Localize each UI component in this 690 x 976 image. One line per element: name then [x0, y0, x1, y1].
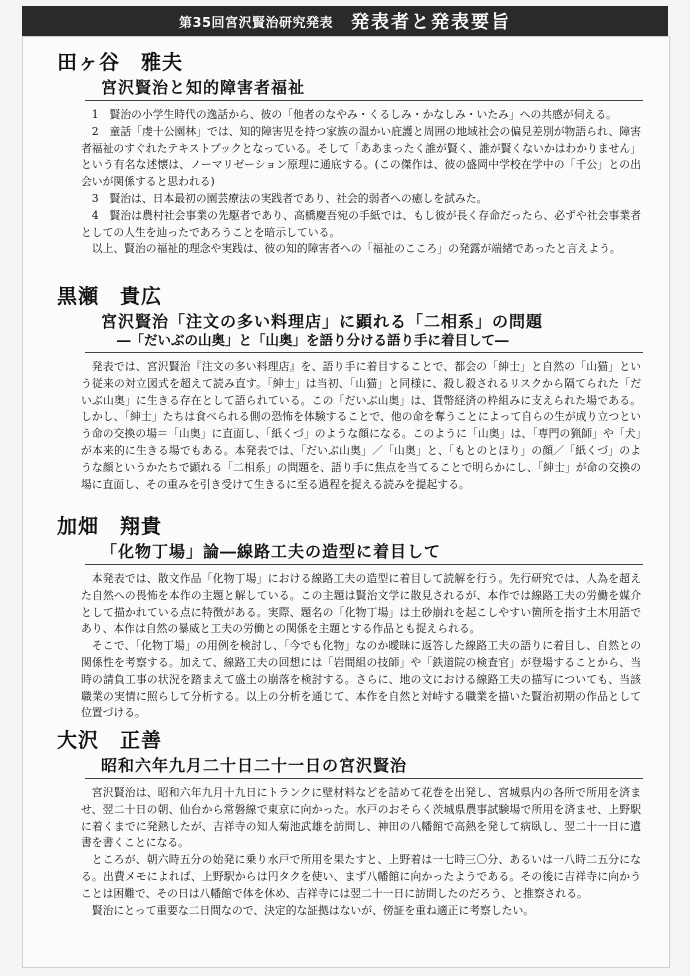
abstract-paragraph: ところが、朝六時五分の始発に乗り水戸で所用を果たすと、上野着は一七時三〇分、あるいは一八時二五分になる。出費メモによれば、上野駅からは円タクを使い、まず八幡館に向かったようである。その後に吉祥寺に向かうことは困難で、その日は八幡館で体を休め、吉祥寺には翌二十一日に訪問したのだろう、と推察される。 — [81, 853, 641, 900]
abstract-sheet — [22, 36, 670, 968]
abstract-body — [81, 785, 641, 919]
abstract-paragraph: 宮沢賢治は、昭和六年九月十九日にトランクに壁材料などを詰めて花巻を出発し、宮城県内の各所で所用を済ませ、翌二十日の朝、仙台から常磐線で東京に向かった。水戸のおそらく茨城県農事試験場で所用を済ませ、上野駅に着くまでに発熱したが、吉祥寺の知人菊池武雄を訪問し、神田の八幡館で高熱を発して病臥し、翌二十一日に遺書を書くことになる。 — [81, 786, 641, 850]
presenter-name: 黒瀬 貴広 — [57, 284, 162, 308]
abstract-paragraph: 本発表では、散文作品「化物丁場」における線路工夫の造型に着目して読解を行う。先行研究では、人為を超えた自然への畏怖を本作の主題と解している。この主題は賢治文学に散見されるが、本作では線路工夫の労働を媒介として描かれている点に特徴がある。実際、題名の「化物丁場」は土砂崩れを起こしやすい箇所を指す土木用語であり、本作は自然の暴威と工夫の労働との関係を主題とする作品とも捉えられる。 — [81, 572, 641, 636]
abstract-paragraph: 発表では、宮沢賢治『注文の多い料理店』を、語り手に着目することで、都会の「紳士」と自然の「山猫」という従来の対立図式を超えて読み直す。「紳士」は当初、「山猫」と同様に、殺し殺されるリスクから隔てられた「だいぶ山奥」に生きる存在として語られている。この「だいぶ山奥」は、貨幣経済の枠組みに支えられた場である。しかし、「紳士」たちは食べられる側の恐怖を体験することで、他の命を奪うことによって自らの生が成り立つという命の交換の場＝「山奥」に直面し、「紙くづ」のような顔になる。このように「山奥」は、「専門の猟師」や「犬」が本来的に生きる場でもある。本発表では、「だいぶ山奥」／「山奥」と、「もとのとほり」の顔／「紙くづ」のような顔というかたちで顕れる「二相系」の問題を、語り手に焦点を当てることで明らかにし、「紳士」が命の交換の場に直面し、その重みを引き受けて生きるに至る過程を捉える読みを提起する。 — [81, 360, 641, 491]
abstract-section — [23, 49, 669, 258]
page-title: 発表者と発表要旨 — [351, 12, 512, 33]
abstract-body — [81, 107, 641, 258]
abstract-section — [23, 513, 669, 722]
abstract-paragraph: 3 賢治は、日本最初の園芸療法の実践者であり、社会的弱者への癒しを試みた。 — [91, 191, 488, 205]
series-label: 第35回宮沢賢治研究発表 — [178, 15, 334, 31]
presentation-title-box — [85, 539, 643, 565]
presenter-name: 加畑 翔貴 — [57, 514, 162, 538]
abstract-body — [81, 359, 641, 493]
presentation-title-box — [85, 309, 643, 353]
header-bar — [22, 6, 668, 36]
presentation-title: 「化物丁場」論―線路工夫の造型に着目して — [101, 542, 442, 561]
presenter-name: 田ヶ谷 雅夫 — [57, 50, 183, 74]
abstract-paragraph: 以上、賢治の福祉的理念や実践は、彼の知的障害者への「福祉のこころ」の発露が端緒であったと言えよう。 — [91, 242, 621, 256]
presentation-title: 宮沢賢治「注文の多い料理店」に顕れる「二相系」の問題 — [101, 312, 544, 331]
abstract-body — [81, 571, 641, 722]
presentation-title-box — [85, 75, 643, 101]
presentation-subtitle: ―「だいぶの山奥」と「山奥」を語り分ける語り手に着目して― — [117, 333, 509, 349]
abstract-paragraph: 1 賢治の小学生時代の逸話から、彼の「他者のなやみ・くるしみ・かなしみ・いたみ」への共感が伺える。 — [91, 108, 617, 121]
abstract-paragraph: 2 童話「虔十公園林」では、知的障害児を持つ家族の温かい庇護と周囲の地域社会の偏見差別が物語られ、障害者福祉のすぐれたテキストブックとなっている。そして「ああまったく誰が賢く、誰が賢くないかはわかりません」という有名な述懐は、ノーマリゼーション原理に通底する。(この傑作は、彼の盛岡中学校在学中の「千公」との出会いが関係すると思われる) — [81, 124, 641, 189]
abstract-section — [23, 727, 669, 919]
presentation-title: 昭和六年九月二十日二十一日の宮沢賢治 — [101, 756, 408, 775]
presenter-name: 大沢 正善 — [57, 728, 162, 752]
abstract-paragraph: そこで、「化物丁場」の用例を検討し、「今でも化物」なのか曖昧に返答した線路工夫の語りに着目し、自然との関係性を考察する。加えて、線路工夫の回想には「岩間組の技師」や「鉄道院の検査官」が登場することから、当時の請負工事の状況を踏まえて盛土の崩落を検討する。さらに、地の文における線路工夫の描写についても、当該職業の実情に照らして分析する。以上の分析を通じて、本作を自然と対峙する職業を描いた賢治初期の作品として位置づける。 — [81, 639, 641, 720]
abstract-paragraph: 賢治にとって重要な二日間なので、決定的な証拠はないが、傍証を重ね適正に考察したい。 — [91, 903, 535, 917]
abstract-paragraph: 4 賢治は農村社会事業の先駆者であり、高橋慶吾宛の手紙では、もし彼が長く存命だったら、必ずや社会事業者としての人生を辿ったであろうことを暗示している。 — [81, 208, 641, 239]
abstract-section — [23, 283, 669, 493]
presentation-title: 宮沢賢治と知的障害者福祉 — [101, 78, 306, 97]
presentation-title-box — [85, 753, 643, 779]
